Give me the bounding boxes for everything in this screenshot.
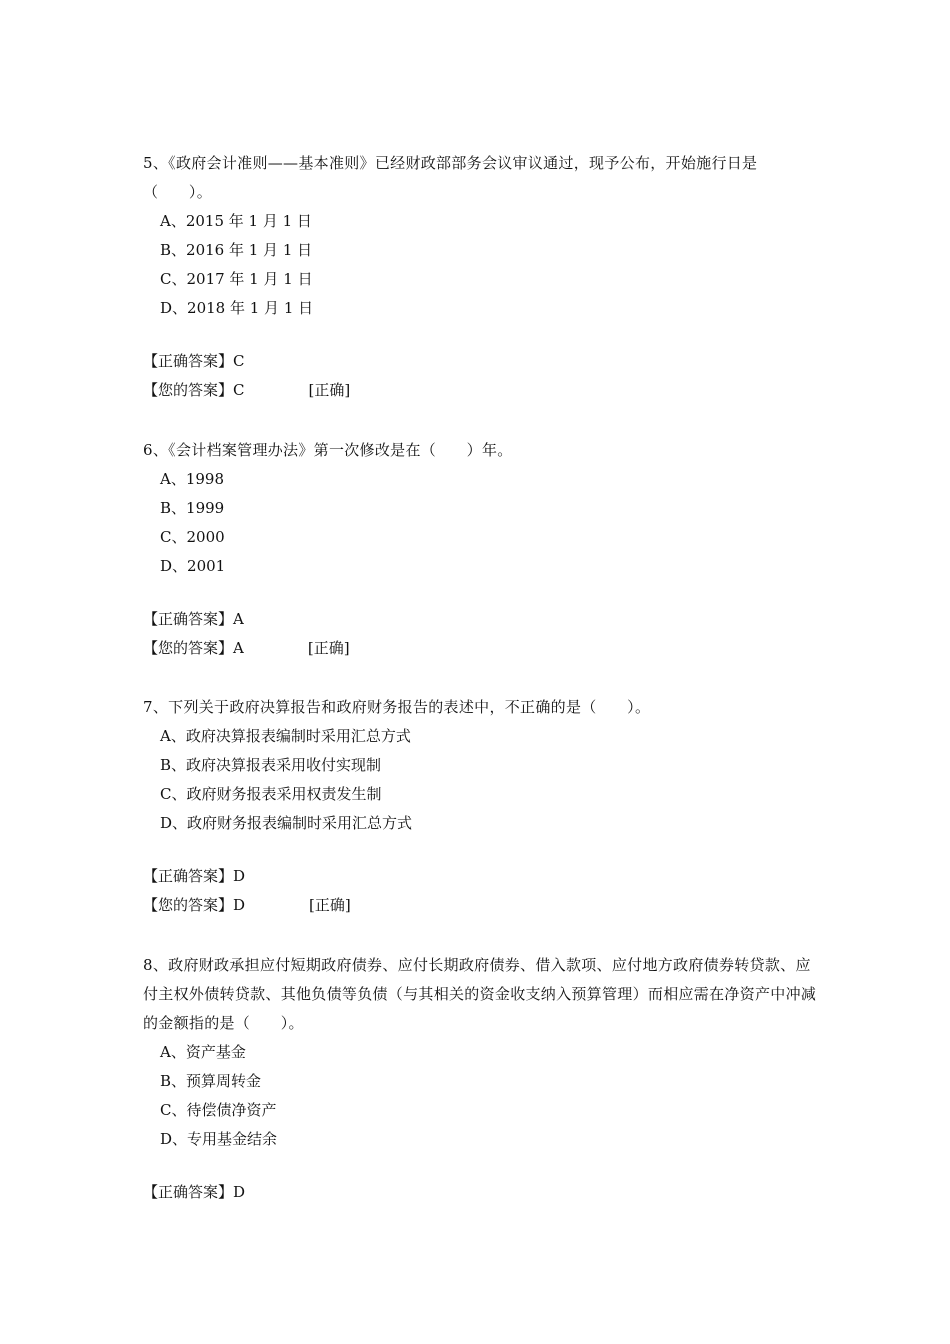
answer-status: [正确]	[308, 381, 351, 399]
question-6	[143, 436, 823, 663]
correct-answer-value: D	[233, 867, 246, 885]
answer-block	[143, 1178, 823, 1207]
question-8	[143, 951, 823, 1207]
option-d: D、专用基金结余	[160, 1130, 278, 1148]
correct-answer-label: 【正确答案】	[143, 610, 234, 628]
option-list	[143, 1038, 823, 1154]
your-answer-line	[143, 376, 823, 405]
correct-answer-line	[143, 347, 823, 376]
your-answer-label: 【您的答案】	[143, 381, 234, 399]
option-d: D、2018 年 1 月 1 日	[160, 299, 314, 317]
your-answer-value: C	[233, 381, 245, 399]
correct-answer-label: 【正确答案】	[143, 867, 234, 885]
correct-answer-label: 【正确答案】	[143, 1183, 234, 1201]
correct-answer-line	[143, 1178, 823, 1207]
option-b: B、政府决算报表采用收付实现制	[160, 756, 382, 774]
option-a: A、1998	[160, 470, 225, 488]
answer-block	[143, 605, 823, 663]
option-a: A、2015 年 1 月 1 日	[160, 212, 312, 230]
your-answer-label: 【您的答案】	[143, 896, 234, 914]
correct-answer-value: D	[233, 1183, 246, 1201]
option-b: B、2016 年 1 月 1 日	[160, 241, 313, 259]
option-c: C、待偿债净资产	[160, 1101, 277, 1119]
option-list	[143, 207, 823, 323]
question-5	[143, 149, 823, 405]
your-answer-line	[143, 891, 823, 920]
option-b: B、预算周转金	[160, 1072, 262, 1090]
correct-answer-label: 【正确答案】	[143, 352, 234, 370]
correct-answer-line	[143, 605, 823, 634]
answer-block	[143, 347, 823, 405]
your-answer-label: 【您的答案】	[143, 639, 234, 657]
correct-answer-value: A	[233, 610, 244, 628]
your-answer-line	[143, 634, 823, 663]
option-c: C、2017 年 1 月 1 日	[160, 270, 313, 288]
question-7	[143, 693, 823, 920]
correct-answer-line	[143, 862, 823, 891]
question-stem: 8、政府财政承担应付短期政府债券、应付长期政府债券、借入款项、应付地方政府债券转贷款、应付主权外债转贷款、其他负债等负债（与其相关的资金收支纳入预算管理）而相应需在净资产中冲减的金额指的是（ ）。	[143, 956, 817, 1032]
your-answer-value: A	[233, 639, 244, 657]
question-stem: 6、《会计档案管理办法》第一次修改是在（ ）年。	[143, 441, 513, 459]
option-list	[143, 465, 823, 581]
option-c: C、政府财务报表采用权责发生制	[160, 785, 382, 803]
correct-answer-value: C	[233, 352, 245, 370]
option-d: D、政府财务报表编制时采用汇总方式	[160, 814, 413, 832]
question-stem: 7、下列关于政府决算报告和政府财务报告的表述中，不正确的是（ ）。	[143, 698, 651, 716]
option-list	[143, 722, 823, 838]
answer-status: [正确]	[309, 896, 351, 914]
answer-status: [正确]	[307, 639, 350, 657]
option-a: A、资产基金	[160, 1043, 246, 1061]
question-stem: 5、《政府会计准则——基本准则》已经财政部部务会议审议通过，现予公布，开始施行日是（ ）。	[143, 154, 758, 201]
option-c: C、2000	[160, 528, 225, 546]
option-d: D、2001	[160, 557, 226, 575]
your-answer-value: D	[233, 896, 246, 914]
option-a: A、政府决算报表编制时采用汇总方式	[160, 727, 411, 745]
option-b: B、1999	[160, 499, 225, 517]
answer-block	[143, 862, 823, 920]
